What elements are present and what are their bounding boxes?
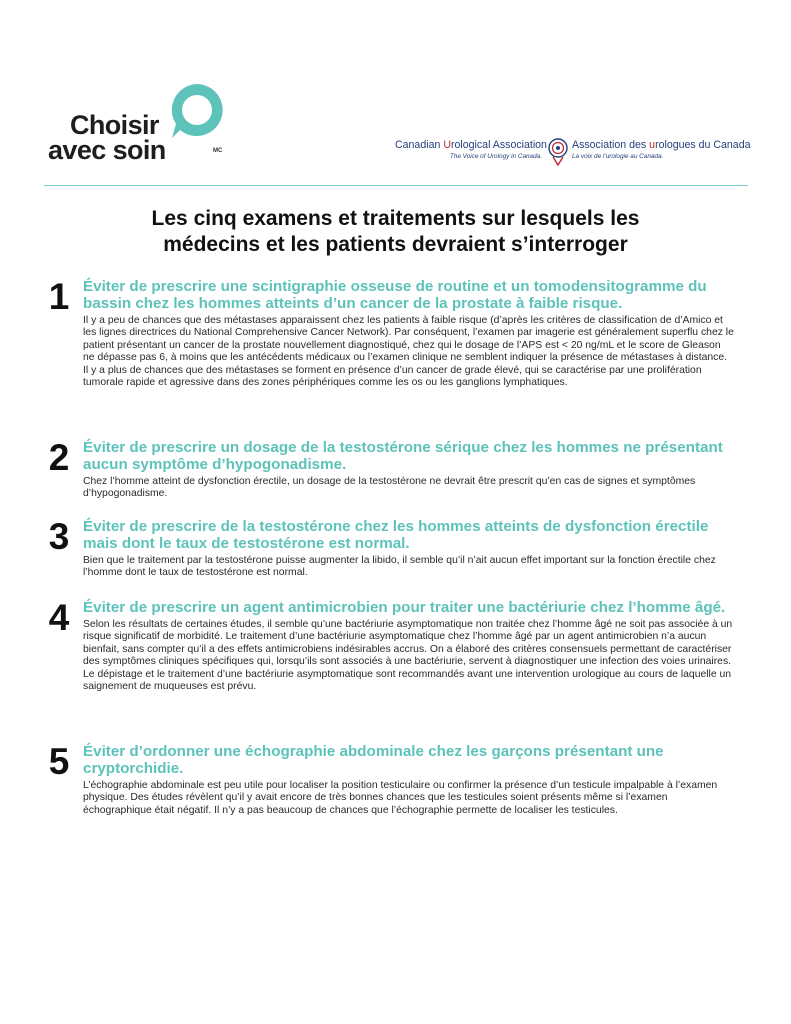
recommendation-4 (44, 599, 734, 693)
page-header (0, 0, 791, 190)
header-divider (44, 185, 748, 186)
recommendation-body: Il y a peu de chances que des métastases apparaissent chez les patients à faible risque (d’après les critères de classification de d’Amico et les lignes directrices du National Comprehensive Cancer Network). Par conséquent, l’examen par imagerie est généralement superflu chez le patient présentant un cancer de la prostate nouvellement diagnostiqué, chez qui le dosage de l’APS est < 20 ng/mL et le score de Gleason ne dépasse pas 6, à moins que les antécédents médicaux ou l’examen clinique ne semblent indiquer la présence de métastases à distance. Il y a plus de chances que des métastases se forment en présence d’un cancer de grade élevé, qui se caractérise par une prolifération tumorale rapide et agressive dans des zones périphériques comme les os ou les ganglions lymphatiques. (83, 315, 734, 389)
cua-tagline: The Voice of Urology in Canada. (449, 153, 542, 160)
recommendation-number: 5 (48, 741, 70, 782)
recommendation-number: 2 (48, 437, 70, 478)
association-crest-icon (547, 137, 569, 167)
recommendation-body: Selon les résultats de certaines études, il semble qu’une bactériurie asymptomatique non traitée chez l’homme âgé ne soit pas associée à un risque significatif de morbidité. Le traitement d’une bactériurie asymptomatique chez l’homme âgé par un agent antimicrobien n’a aucun bienfait, sans compter qu’il a des effets antimicrobiens indésirables accrus. On a élaboré des critères consensuels permettant de caractériser des symptômes cliniques spécifiques qui, lorsqu’ils sont associés à une bactériurie, servent à diagnostiquer une infection des voies urinaires. Le dépistage et le traitement d’une bactériurie asymptomatique sont recommandés avant une intervention urologique au cours de laquelle un saignement de muqueuses est prévu. (83, 619, 733, 693)
recommendation-heading: Éviter de prescrire de la testostérone chez les hommes atteints de dysfonction érectile mais dont le taux de testostérone est normal. (83, 518, 709, 552)
recommendation-1 (44, 278, 734, 389)
choisir-avec-soin-logo (48, 110, 166, 165)
recommendation-heading: Éviter de prescrire une scintigraphie osseuse de routine et un tomodensitogramme du bassin chez les hommes atteints d’un cancer de la prostate à faible risque. (83, 278, 707, 312)
recommendation-heading: Éviter de prescrire un agent antimicrobien pour traiter une bactériurie chez l’homme âgé. (83, 599, 726, 616)
cua-wordmark (395, 139, 547, 160)
page-title-line1: Les cinq examens et traitements sur lesquels les (151, 207, 640, 230)
recommendation-number: 3 (48, 516, 70, 557)
auc-name: Association des urologues du Canada (572, 139, 751, 151)
recommendation-heading: Éviter d’ordonner une échographie abdominale chez les garçons présentant une cryptorchidie. (83, 743, 664, 777)
speech-bubble-icon (168, 82, 226, 140)
logo-line2: avec soin (48, 135, 166, 165)
logo-trademark: MC (213, 148, 223, 154)
logo-line1: Choisir (70, 110, 159, 140)
recommendation-body: L’échographie abdominale est peu utile pour localiser la position testiculaire ou confirmer la présence d’un testicule impalpable à l’examen physique. Des études révèlent qu’il y avait encore de très bonnes chances que les testicules soient présents même si l’examen échographique était négatif. Il n’y a pas beaucoup de chances que l’échographie permette de localiser les testicules. (83, 780, 718, 816)
auc-tagline: La voix de l’urologie au Canada. (572, 153, 664, 160)
page-title (60, 206, 731, 258)
page-title-line2: médecins et les patients devraient s’interroger (163, 233, 628, 256)
recommendation-2 (44, 439, 734, 501)
recommendation-5 (44, 743, 734, 817)
recommendation-number: 1 (48, 276, 70, 317)
recommendation-body: Bien que le traitement par la testostérone puisse augmenter la libido, il semble qu’il n’ait aucun effet important sur la fonction érectile chez l’homme dont le taux de testostérone est normal. (83, 555, 716, 579)
recommendation-body: Chez l’homme atteint de dysfonction érectile, un dosage de la testostérone ne devrait être prescrit qu’en cas de signes et symptômes d’hypogonadisme. (83, 476, 696, 500)
recommendation-heading: Éviter de prescrire un dosage de la testostérone sérique chez les hommes ne présentant aucun symptôme d’hypogonadisme. (83, 439, 723, 473)
recommendation-3 (44, 518, 734, 580)
cua-name: Canadian Urological Association (395, 139, 547, 151)
auc-wordmark (572, 139, 752, 160)
recommendation-number: 4 (48, 597, 70, 638)
